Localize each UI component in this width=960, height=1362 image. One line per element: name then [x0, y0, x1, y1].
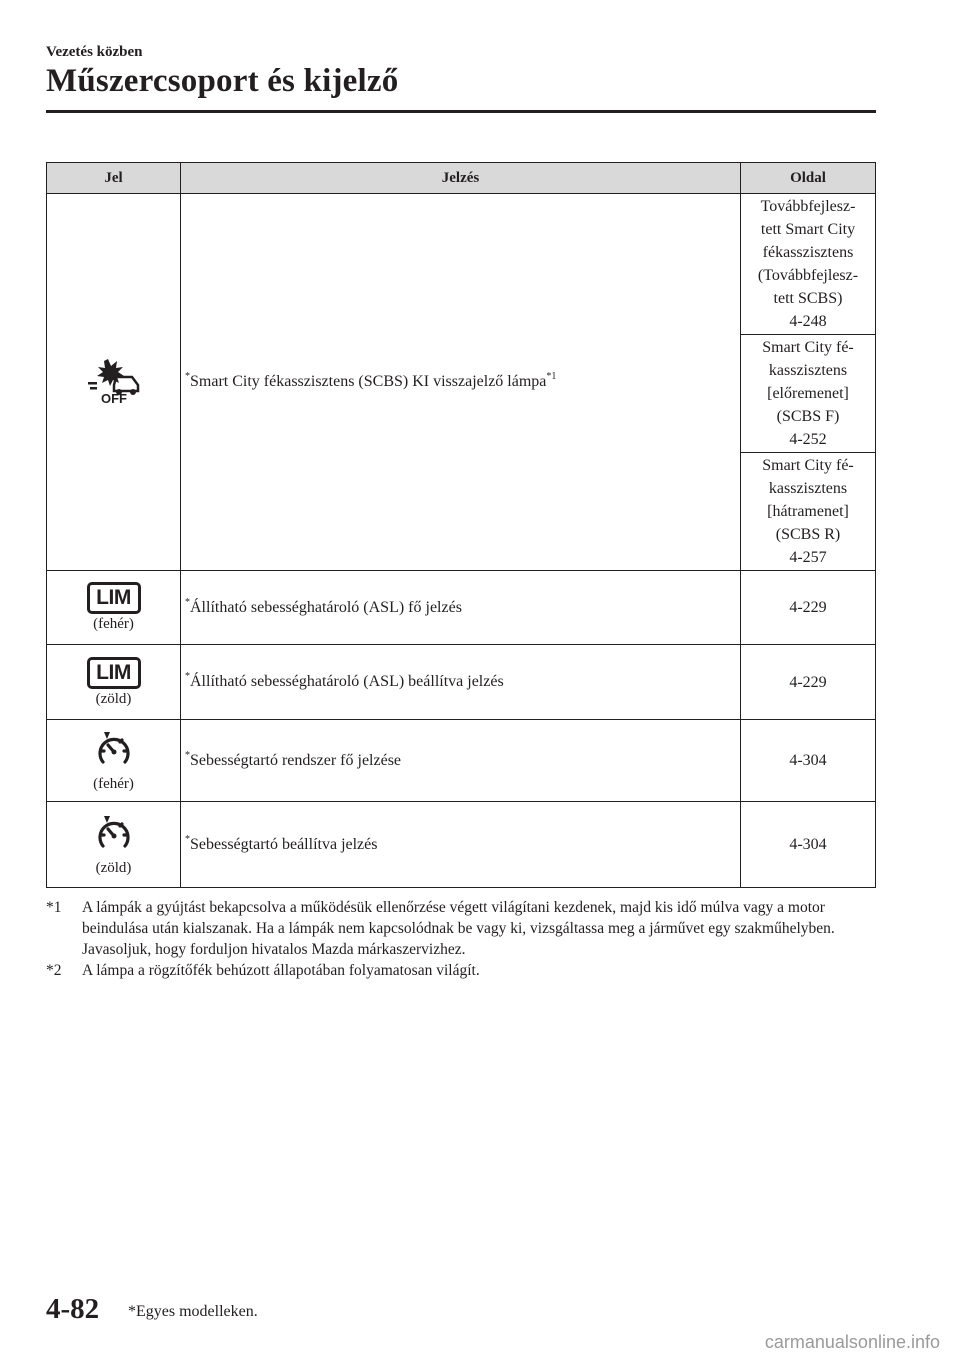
page-cell [741, 453, 876, 571]
indication-cell [181, 645, 741, 720]
cruise-control-icon [94, 813, 134, 858]
symbol-cell [47, 194, 181, 571]
page-title: Műszercsoport és kijelző [46, 63, 399, 99]
indication-text: Állítható sebességhatároló (ASL) beállítva jelzés [190, 673, 504, 690]
indicator-table [46, 162, 876, 888]
column-header-indication: Jelzés [181, 163, 741, 194]
color-note: (zöld) [95, 859, 132, 876]
indication-cell [181, 194, 741, 571]
page-cell: 4-229 [741, 645, 876, 720]
column-header-page: Oldal [741, 163, 876, 194]
footnote-mark: *1 [46, 899, 62, 916]
footnote-text: A lámpák a gyújtást bekapcsolva a működésük ellenőrzése végett világítani kezdenek, majd kis idő múlva vagy a motor beindulása után kialszanak. Ha a lámpák nem kapcsolódnak be vagy ki, vizsgáltassa meg a járművet egy szakműhelyben. Javasoljuk, hogy forduljon hivatalos Mazda márkaszervizhez. [82, 899, 835, 958]
table-row [47, 571, 876, 645]
page-cell [741, 194, 876, 335]
color-note: (fehér) [93, 775, 134, 792]
symbol-cell [47, 645, 181, 720]
footnote-text: A lámpa a rögzítőfék behúzott állapotában folyamatosan világít. [82, 962, 480, 979]
indication-text: Sebességtartó rendszer fő jelzése [190, 751, 402, 769]
page-cell [741, 335, 876, 453]
footnote [46, 897, 876, 960]
indication-cell [181, 571, 741, 645]
table-header-row [47, 163, 876, 194]
table-row [47, 645, 876, 720]
symbol-cell [47, 571, 181, 645]
page-ref: Továbbfejlesz- tett Smart City fékasszisztens (Továbbfejlesz- tett SCBS) 4-248 [757, 198, 859, 330]
page-note: *Egyes modelleken. [128, 1303, 258, 1320]
page-ref: Smart City fé- kasszisztens [hátramenet] (SCBS R) 4-257 [762, 457, 854, 566]
table-row [47, 720, 876, 802]
asterisk-mark: * [185, 833, 190, 845]
asterisk-mark: * [185, 749, 190, 761]
lim-icon: LIM [87, 657, 141, 689]
section-label: Vezetés közben [46, 44, 143, 60]
indication-text: Állítható sebességhatároló (ASL) fő jelzés [190, 598, 462, 616]
symbol-cell [47, 720, 181, 802]
cruise-control-icon [94, 729, 134, 774]
indication-cell [181, 802, 741, 888]
footnote-ref: *1 [546, 371, 557, 382]
page-ref: Smart City fé- kasszisztens [előremenet] (SCBS F) 4-252 [762, 339, 854, 448]
page-cell: 4-229 [741, 571, 876, 645]
color-note: (fehér) [93, 616, 134, 632]
asterisk-mark: * [185, 371, 190, 382]
footnotes [46, 897, 876, 981]
page-cell: 4-304 [741, 720, 876, 802]
indication-text: Sebességtartó beállítva jelzés [190, 835, 378, 853]
indication-text: Smart City fékasszisztens (SCBS) KI visszajelző lámpa [190, 373, 547, 390]
page-number: 4-82 [46, 1293, 100, 1325]
symbol-cell [47, 802, 181, 888]
column-header-symbol: Jel [47, 163, 181, 194]
asterisk-mark: * [185, 596, 190, 608]
page-cell: 4-304 [741, 802, 876, 888]
scbs-off-icon-text: OFF [100, 390, 127, 405]
table-row [47, 802, 876, 888]
footnote [46, 960, 876, 981]
footnote-mark: *2 [46, 962, 62, 979]
table-row [47, 194, 876, 335]
lim-icon: LIM [87, 582, 141, 614]
title-rule [46, 110, 876, 113]
scbs-off-icon [86, 355, 142, 410]
indication-cell [181, 720, 741, 802]
watermark: carmanualsonline.info [764, 1332, 940, 1352]
color-note: (zöld) [95, 690, 132, 707]
asterisk-mark: * [185, 671, 190, 682]
